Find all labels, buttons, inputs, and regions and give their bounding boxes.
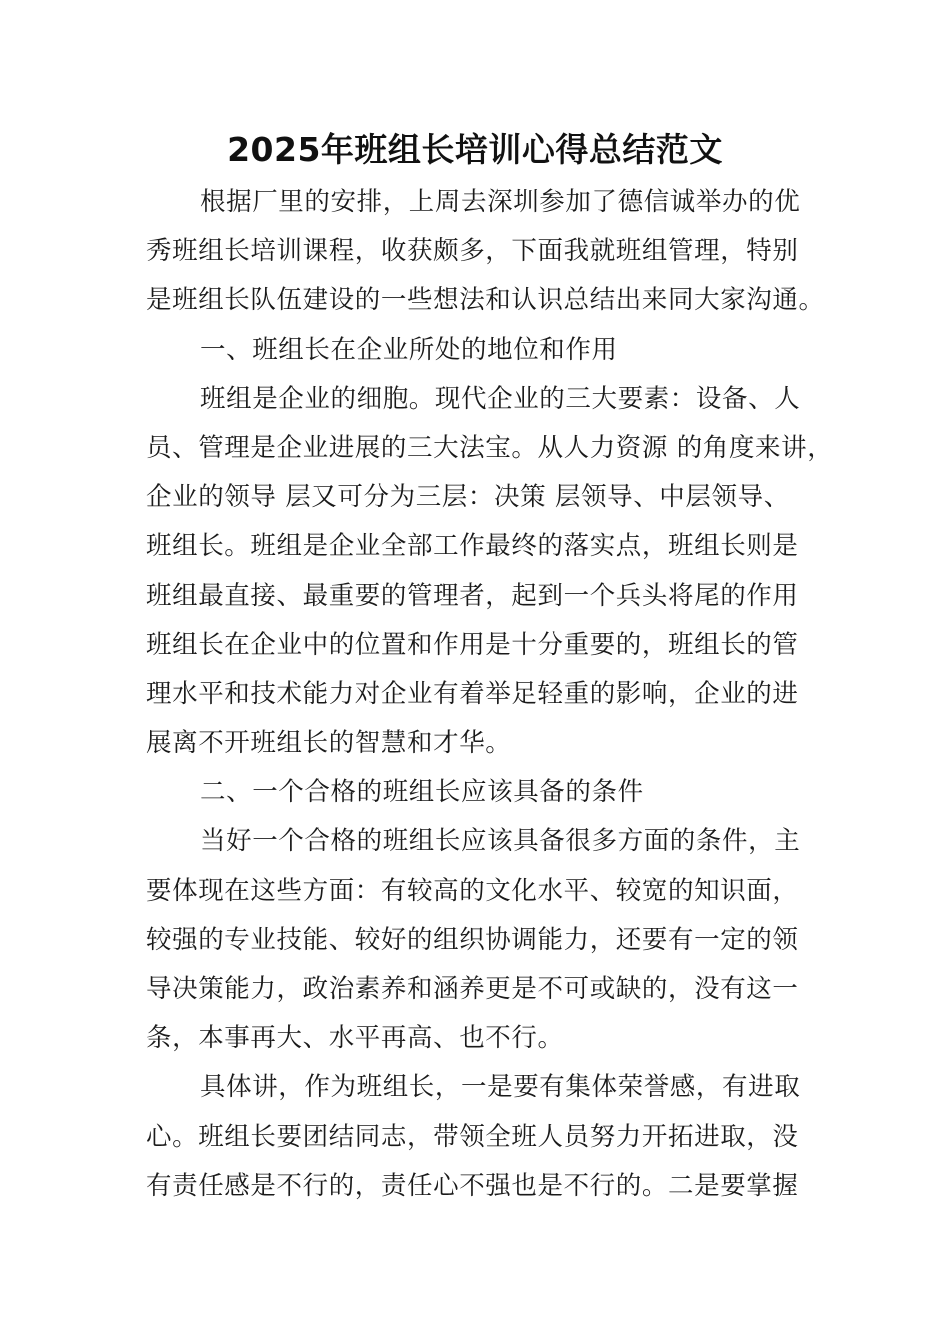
text-line: 一、班组长在企业所处的地位和作用 bbox=[200, 334, 618, 365]
text-line: 企业的领导 层又可分为三层：决策 层领导、中层领导、 bbox=[146, 482, 790, 513]
text-line: 员、管理是企业进展的三大法宝。从人力资源 的角度来讲， bbox=[146, 432, 834, 463]
text-line: 班组长。班组是企业全部工作最终的落实点，班组长则是 bbox=[146, 531, 799, 562]
text-line: 导决策能力，政治素养和涵养更是不可或缺的，没有这一 bbox=[146, 974, 799, 1004]
text-line: 根据厂里的安排，上周去深圳参加了德信诚举办的优 bbox=[200, 187, 801, 217]
text-line: 理水平和技术能力对企业有着举足轻重的影响，企业的进 bbox=[146, 678, 799, 709]
text-line: 有责任感是不行的，责任心不强也是不行的。二是要掌握 bbox=[146, 1170, 799, 1201]
document-body bbox=[146, 178, 834, 1211]
text-line: 展离不开班组长的智慧和才华。 bbox=[146, 728, 512, 759]
text-line: 当好一个合格的班组长应该具备很多方面的条件，主 bbox=[200, 826, 801, 857]
text-line: 班组长在企业中的位置和作用是十分重要的，班组长的管 bbox=[146, 629, 799, 660]
text-line: 较强的专业技能、较好的组织协调能力，还要有一定的领 bbox=[146, 924, 799, 955]
text-line: 条，本事再大、水平再高、也不行。 bbox=[146, 1023, 564, 1054]
text-line: 二、一个合格的班组长应该具备的条件 bbox=[200, 777, 644, 808]
text-line: 是班组长队伍建设的一些想法和认识总结出来同大家沟通。 bbox=[146, 285, 825, 316]
text-line: 要体现在这些方面：有较高的文化水平、较宽的知识面， bbox=[146, 875, 799, 906]
text-line: 班组最直接、最重要的管理者，起到一个兵头将尾的作用 bbox=[146, 580, 799, 611]
text-line: 班组是企业的细胞。现代企业的三大要素：设备、人 bbox=[200, 383, 801, 414]
document-title: 2025年班组长培训心得总结范文 bbox=[227, 130, 723, 169]
text-line: 秀班组长培训课程，收获颇多，下面我就班组管理，特别 bbox=[146, 236, 799, 267]
text-line: 心。班组长要团结同志，带领全班人员努力开拓进取，没 bbox=[146, 1121, 799, 1152]
text-line: 具体讲，作为班组长，一是要有集体荣誉感，有进取 bbox=[200, 1072, 801, 1103]
